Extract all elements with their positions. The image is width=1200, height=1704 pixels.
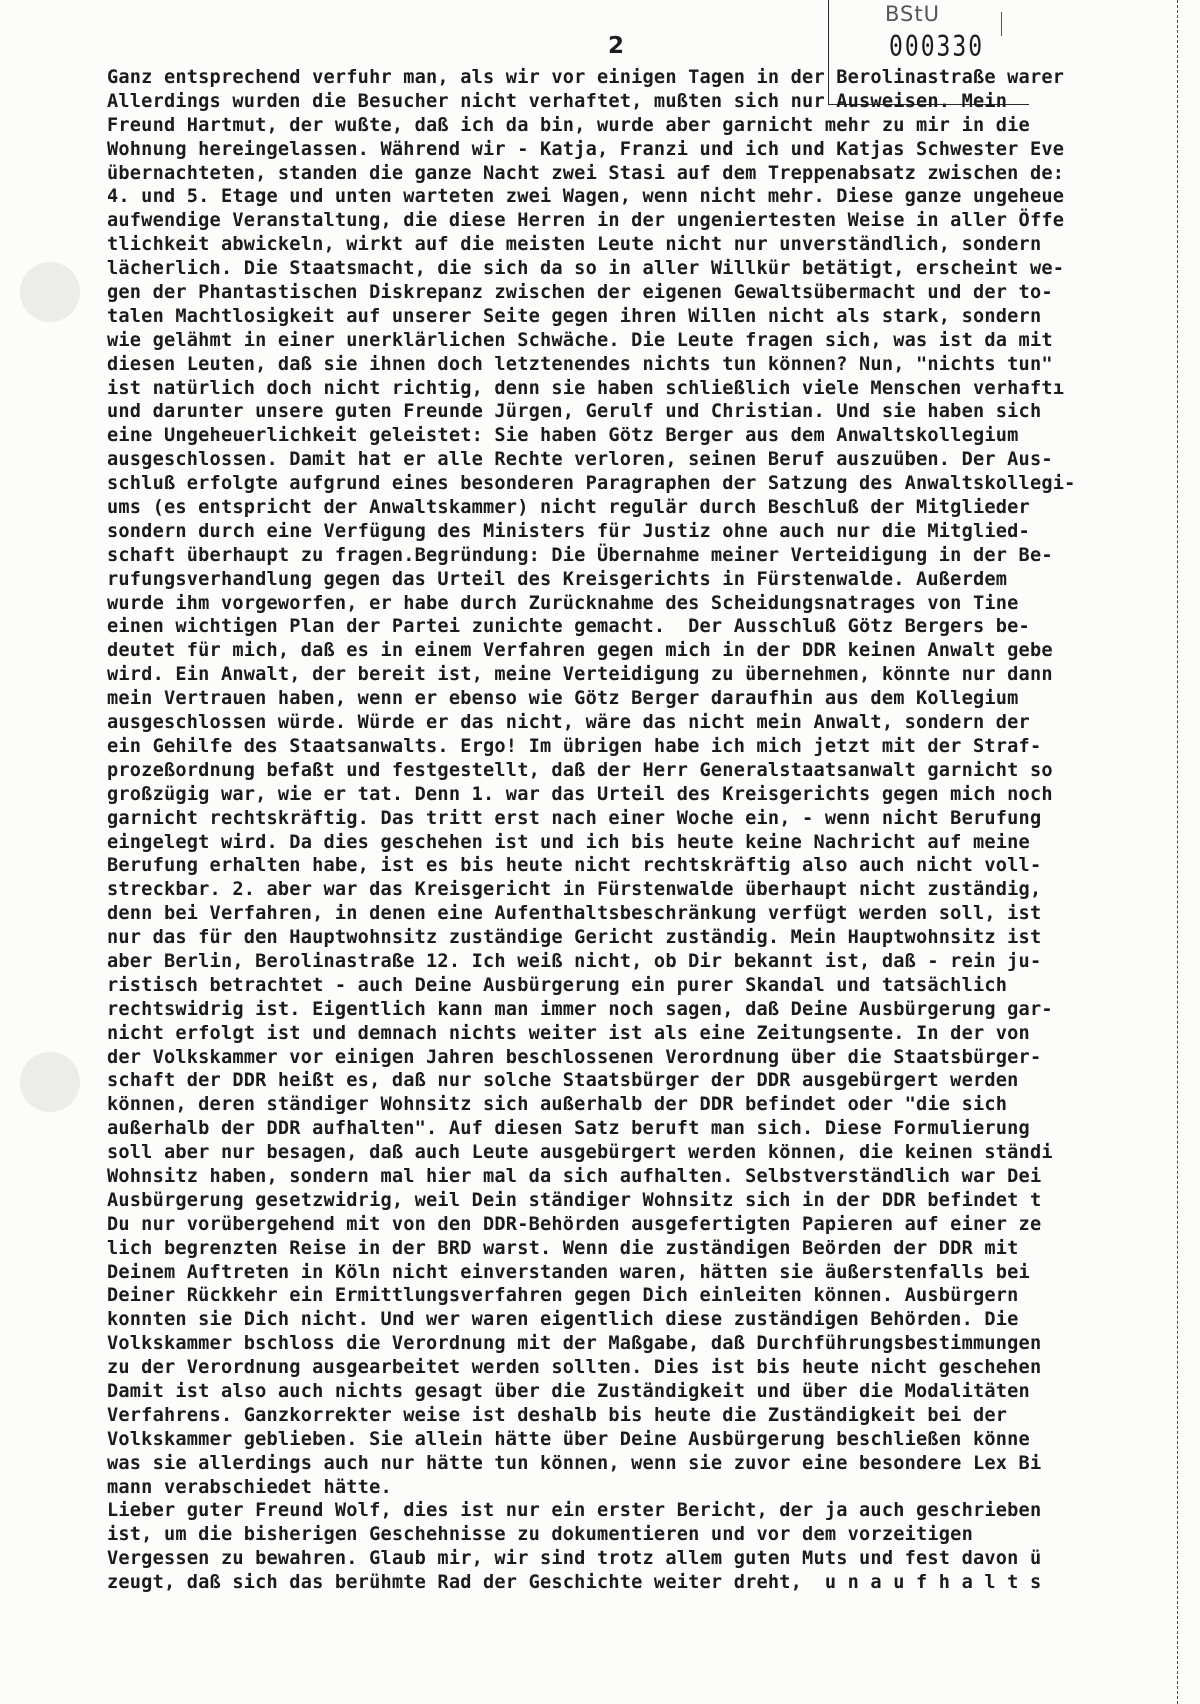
text-line: Ganz entsprechend verfuhr man, als wir vor einigen Tagen in der Berolinastraße warer	[107, 67, 1065, 88]
text-line: wird. Ein Anwalt, der bereit ist, meine Verteidigung zu übernehmen, könnte nur dann	[107, 664, 1053, 686]
text-line: Volkskammer bschloss die Verordnung mit der Maßgabe, daß Durchführungsbestimmungen	[107, 1333, 1042, 1355]
text-line: schaft der DDR heißt es, daß nur solche Staatsbürger der DDR ausgebürgert werden	[107, 1070, 1019, 1092]
text-line: schluß erfolgte aufgrund eines besonderen Paragraphen der Satzung des Anwaltskollegi-	[107, 473, 1076, 495]
text-line: prozeßordnung befaßt und festgestellt, daß der Herr Generalstaatsanwalt garnicht so	[107, 759, 1053, 781]
text-line: eine Ungeheuerlichkeit geleistet: Sie haben Götz Berger aus dem Anwaltskollegium	[107, 425, 1019, 447]
text-line: gen der Phantastischen Diskrepanz zwischen der eigenen Gewaltsübermacht und der to-	[107, 282, 1053, 304]
text-line: ist, um die bisherigen Geschehnisse zu dokumentieren und vor dem vorzeitigen	[107, 1524, 973, 1546]
text-line: Ausbürgerung gesetzwidrig, weil Dein ständiger Wohnsitz sich in der DDR befindet t	[107, 1189, 1042, 1211]
text-line: schaft überhaupt zu fragen.Begründung: Die Übernahme meiner Verteidigung in der Be-	[107, 544, 1053, 566]
text-line: deutet für mich, daß es in einem Verfahren gegen mich in der DDR keinen Anwalt gebe	[107, 640, 1053, 662]
text-line: garnicht rechtskräftig. Das tritt erst nach einer Woche ein, - wenn nicht Berufung	[107, 807, 1042, 829]
text-line: lich begrenzten Reise in der BRD warst. Wenn die zuständigen Beörden der DDR mit	[107, 1237, 1019, 1259]
text-line: talen Machtlosigkeit auf unserer Seite gegen ihren Willen nicht als stark, sondern	[107, 305, 1042, 327]
text-line: mann verabschiedet hätte.	[107, 1476, 392, 1498]
text-line: ums (es entspricht der Anwaltskammer) nicht regulär durch Beschluß der Mitglieder	[107, 497, 1030, 519]
punch-hole	[20, 1052, 80, 1112]
page-number: 2	[608, 33, 625, 59]
text-line: soll aber nur besagen, daß auch Leute ausgebürgert werden können, die keinen ständi	[107, 1142, 1053, 1164]
text-line: konnten sie Dich nicht. Und wer waren eigentlich diese zuständigen Behörden. Die	[107, 1309, 1019, 1331]
text-line: außerhalb der DDR aufhalten". Auf diesen Satz beruft man sich. Diese Formulierung	[107, 1118, 1030, 1140]
typewritten-text	[107, 66, 1167, 1595]
text-line: Deinem Auftreten in Köln nicht einverstanden waren, hätten sie äußerstenfalls bei	[107, 1261, 1030, 1283]
stamp-divider	[1001, 12, 1002, 36]
text-line: ristisch betrachtet - auch Deine Ausbürgerung ein purer Skandal und tatsächlich	[107, 974, 1008, 996]
text-line: Volkskammer geblieben. Sie allein hätte über Deine Ausbürgerung beschließen könne	[107, 1428, 1030, 1450]
text-line: aber Berlin, Berolinastraße 12. Ich weiß nicht, ob Dir bekannt ist, daß - rein ju-	[107, 950, 1042, 972]
stamp-number: 000330	[889, 30, 985, 64]
text-line: mein Vertrauen haben, wenn er ebenso wie Götz Berger daraufhin aus dem Kollegium	[107, 688, 1019, 710]
text-line: großzügig war, wie er tat. Denn 1. war das Urteil des Kreisgerichts gegen mich noch	[107, 783, 1053, 805]
text-line: tlichkeit abwickeln, wirkt auf die meisten Leute nicht nur unverständlich, sondern	[107, 234, 1042, 256]
text-line: Deiner Rückkehr ein Ermittlungsverfahren gegen Dich einleiten können. Ausbürgern	[107, 1285, 1019, 1307]
text-line: denn bei Verfahren, in denen eine Aufenthaltsbeschränkung verfügt werden soll, ist	[107, 903, 1042, 925]
text-line: wie gelähmt in einer unerklärlichen Schwäche. Die Leute fragen sich, was ist da mit	[107, 329, 1053, 351]
text-line: lächerlich. Die Staatsmacht, die sich da so in aller Willkür betätigt, erscheint we-	[107, 258, 1065, 280]
text-line: ausgeschlossen. Damit hat er alle Rechte verloren, seinen Beruf auszuüben. Der Aus-	[107, 449, 1053, 471]
text-line: zeugt, daß sich das berühmte Rad der Geschichte weiter dreht, u n a u f h a l t s	[107, 1572, 1042, 1594]
text-line: ist natürlich doch nicht richtig, denn sie haben schließlich viele Menschen verhaftı	[107, 377, 1065, 399]
text-line: können, deren ständiger Wohnsitz sich außerhalb der DDR befindet oder "die sich	[107, 1094, 1008, 1116]
text-line: und darunter unsere guten Freunde Jürgen, Gerulf und Christian. Und sie haben sich	[107, 401, 1042, 423]
text-line: Vergessen zu bewahren. Glaub mir, wir sind trotz allem guten Muts und fest davon ü	[107, 1548, 1042, 1570]
text-line: rechtswidrig ist. Eigentlich kann man immer noch sagen, daß Deine Ausbürgerung gar-	[107, 998, 1053, 1020]
text-line: Wohnung hereingelassen. Während wir - Katja, Franzi und ich und Katjas Schwester Eve	[107, 138, 1065, 160]
text-line: eingelegt wird. Da dies geschehen ist und ich bis heute keine Nachricht auf meine	[107, 831, 1030, 853]
text-line: Berufung erhalten habe, ist es bis heute nicht rechtskräftig also auch nicht voll-	[107, 855, 1042, 877]
stamp-organization: BStU	[885, 2, 940, 26]
text-line: Allerdings wurden die Besucher nicht verhaftet, mußten sich nur Ausweisen. Mein	[107, 90, 1008, 112]
text-line: ein Gehilfe des Staatsanwalts. Ergo! Im übrigen habe ich mich jetzt mit der Straf-	[107, 735, 1042, 757]
text-line: aufwendige Veranstaltung, die diese Herren in der ungeniertesten Weise in aller Öffe	[107, 210, 1065, 232]
text-line: übernachteten, standen die ganze Nacht zwei Stasi auf dem Treppenabsatz zwischen de:	[107, 162, 1065, 184]
text-line: sondern durch eine Verfügung des Ministers für Justiz ohne auch nur die Mitglied-	[107, 520, 1030, 542]
text-line: ausgeschlossen würde. Würde er das nicht, wäre das nicht mein Anwalt, sondern der	[107, 712, 1030, 734]
text-line: wurde ihm vorgeworfen, er habe durch Zurücknahme des Scheidungsnatrages von Tine	[107, 592, 1019, 614]
text-line: diesen Leuten, daß sie ihnen doch letztenendes nichts tun können? Nun, "nichts tun"	[107, 353, 1053, 375]
perforation-edge	[1177, 0, 1200, 1704]
text-line: Lieber guter Freund Wolf, dies ist nur ein erster Bericht, der ja auch geschrieben	[107, 1500, 1042, 1522]
text-line: Du nur vorübergehend mit von den DDR-Behörden ausgefertigten Papieren auf einer ze	[107, 1213, 1042, 1235]
text-line: rufungsverhandlung gegen das Urteil des Kreisgerichts in Fürstenwalde. Außerdem	[107, 568, 1008, 590]
punch-hole	[20, 262, 80, 322]
text-line: Verfahrens. Ganzkorrekter weise ist deshalb bis heute die Zuständigkeit bei der	[107, 1404, 1008, 1426]
text-line: nur das für den Hauptwohnsitz zuständige Gericht zuständig. Mein Hauptwohnsitz ist	[107, 927, 1042, 949]
text-line: Freund Hartmut, der wußte, daß ich da bin, wurde aber garnicht mehr zu mir in die	[107, 114, 1030, 136]
text-line: was sie allerdings auch nur hätte tun können, wenn sie zuvor eine besondere Lex Bi	[107, 1452, 1042, 1474]
text-line: streckbar. 2. aber war das Kreisgericht in Fürstenwalde überhaupt nicht zuständig,	[107, 879, 1042, 901]
text-line: Wohnsitz haben, sondern mal hier mal da sich aufhalten. Selbstverständlich war Dei	[107, 1165, 1042, 1187]
text-line: der Volkskammer vor einigen Jahren beschlossenen Verordnung über die Staatsbürger-	[107, 1046, 1042, 1068]
text-line: nicht erfolgt ist und demnach nichts weiter ist als eine Zeitungsente. In der von	[107, 1022, 1030, 1044]
text-line: 4. und 5. Etage und unten warteten zwei Wagen, wenn nicht mehr. Diese ganze ungeheue	[107, 186, 1065, 208]
text-line: Damit ist also auch nichts gesagt über die Zuständigkeit und über die Modalitäten	[107, 1380, 1030, 1402]
text-line: zu der Verordnung ausgearbeitet werden sollten. Dies ist bis heute nicht geschehen	[107, 1357, 1042, 1379]
text-line: einen wichtigen Plan der Partei zunichte gemacht. Der Ausschluß Götz Bergers be-	[107, 616, 1030, 638]
